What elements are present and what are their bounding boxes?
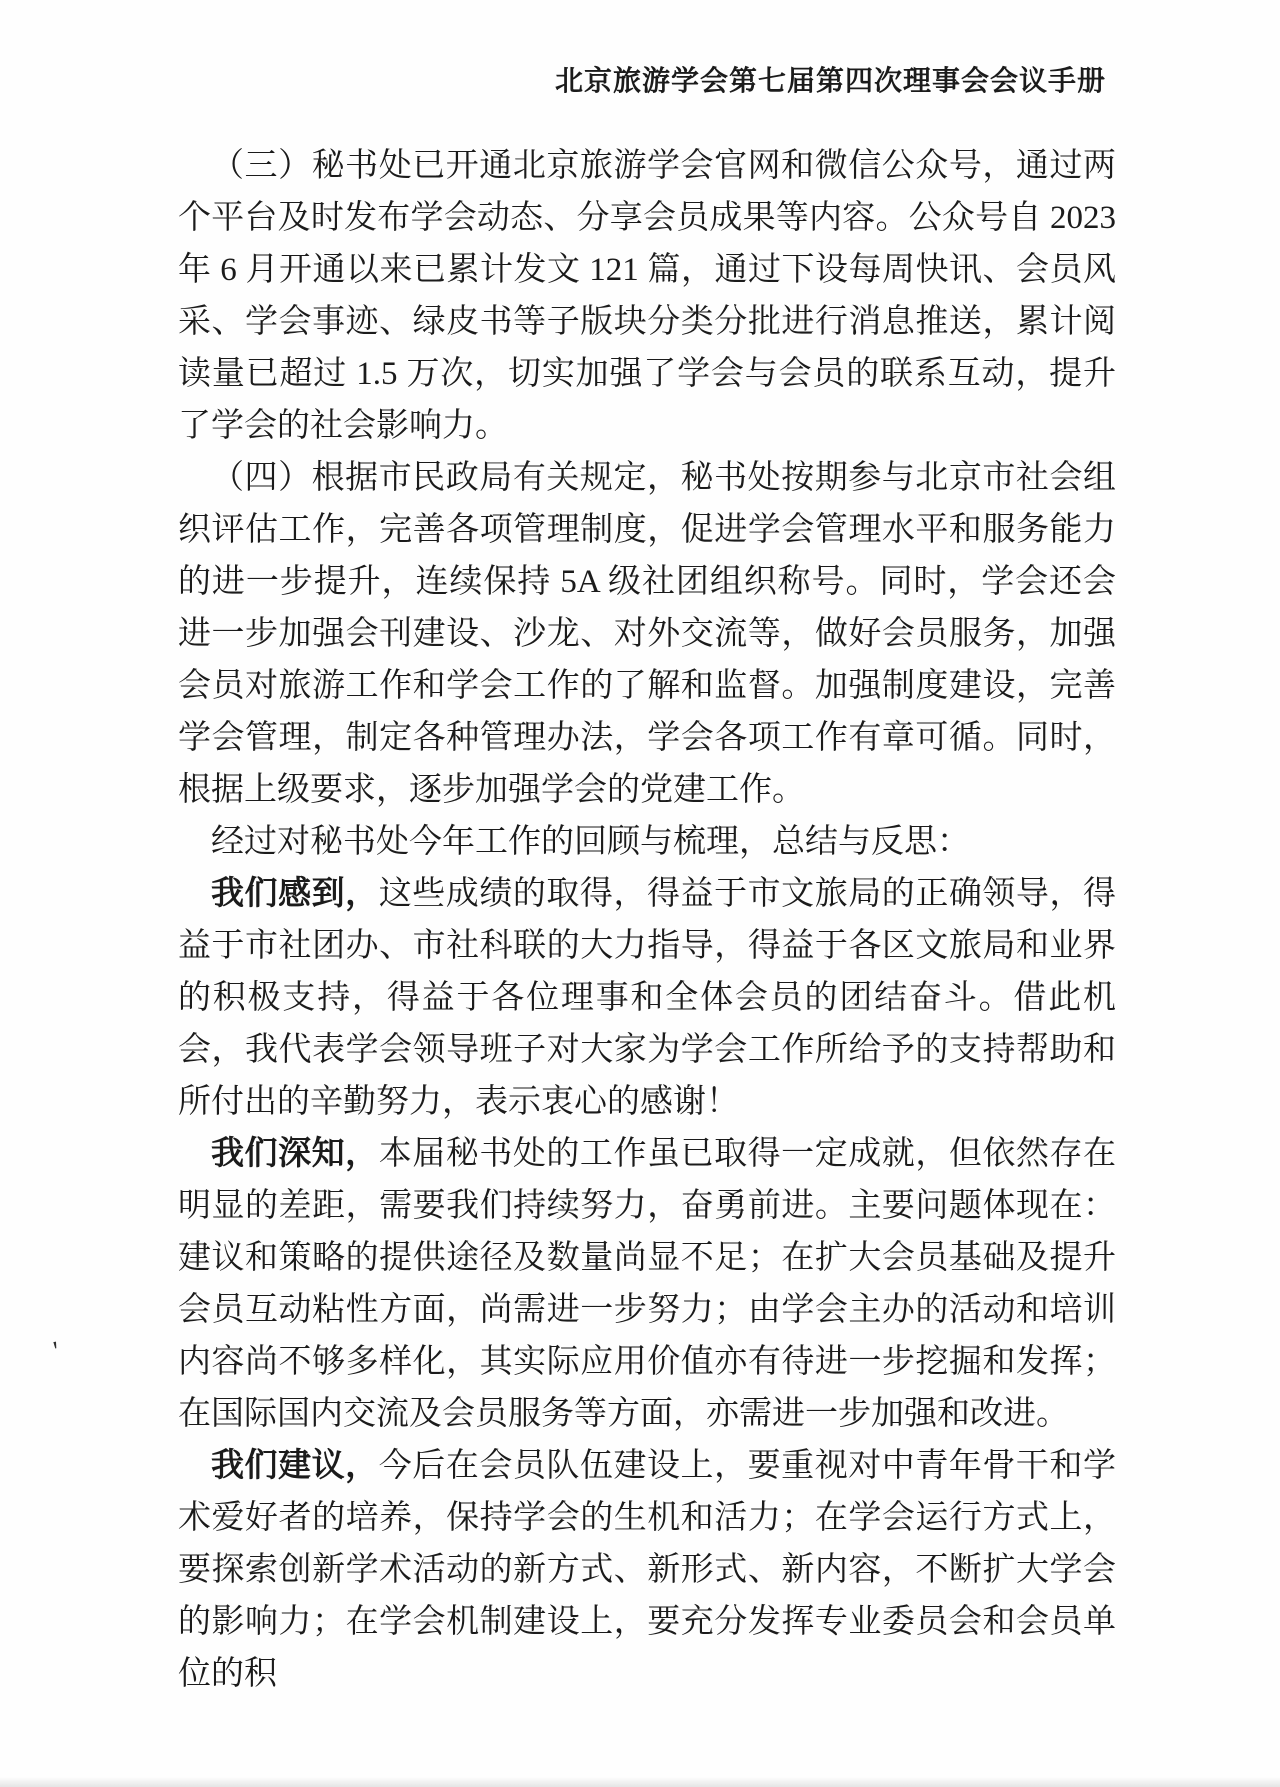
paragraph-review-text: 经过对秘书处今年工作的回顾与梳理，总结与反思： xyxy=(211,824,970,860)
paragraph-we-suggest-text: 今后在会员队伍建设上，要重视对中青年骨干和学术爱好者的培养，保持学会的生机和活力；在学会运行方式上，要探索创新学术活动的新方式、新形式、新内容，不断扩大学会的影响力；在学会机制建设上，要充分发挥专业委员会和会员单位的积 xyxy=(178,1448,1117,1692)
scan-shadow xyxy=(0,1777,1280,1787)
paragraph-we-feel-lead: 我们感到， xyxy=(211,876,379,912)
paragraph-we-know-text: 本届秘书处的工作虽已取得一定成就，但依然存在明显的差距，需要我们持续努力，奋勇前进。主要问题体现在：建议和策略的提供途径及数量尚显不足；在扩大会员基础及提升会员互动粘性方面，尚需进一步努力；由学会主办的活动和培训内容尚不够多样化，其实际应用价值亦有待进一步挖掘和发挥；在国际国内交流及会员服务等方面，亦需进一步加强和改进。 xyxy=(178,1136,1117,1432)
paragraph-3-secretariat-media xyxy=(178,140,1116,452)
paragraph-we-suggest xyxy=(178,1440,1116,1700)
paragraph-we-suggest-lead: 我们建议， xyxy=(211,1448,379,1484)
page-header-title: 北京旅游学会第七届第四次理事会会议手册 xyxy=(554,66,1106,97)
paragraph-we-feel-text: 这些成绩的取得，得益于市文旅局的正确领导，得益于市社团办、市社科联的大力指导，得益于各区文旅局和业界的积极支持，得益于各位理事和全体会员的团结奋斗。借此机会，我代表学会领导班子对大家为学会工作所给予的支持帮助和所付出的辛勤努力，表示衷心的感谢！ xyxy=(178,876,1117,1120)
paragraph-review-intro xyxy=(178,816,1116,868)
paragraph-we-know xyxy=(178,1128,1116,1440)
scan-artifact-mark: ' xyxy=(51,1335,62,1368)
paragraph-3-text: （三）秘书处已开通北京旅游学会官网和微信公众号，通过两个平台及时发布学会动态、分享会员成果等内容。公众号自 2023 年 6 月开通以来已累计发文 121 篇，通过下设每周快讯、会员风采、学会事迹、绿皮书等子版块分类分批进行消息推送，累计阅读量已超过 1.5 万次，切实加强了学会与会员的联系互动，提升了学会的社会影响力。 xyxy=(178,148,1116,444)
paragraph-we-know-lead: 我们深知， xyxy=(211,1136,379,1172)
paragraph-we-feel xyxy=(178,868,1116,1128)
document-body xyxy=(178,140,1116,1700)
paragraph-4-text: （四）根据市民政局有关规定，秘书处按期参与北京市社会组织评估工作，完善各项管理制度，促进学会管理水平和服务能力的进一步提升，连续保持 5A 级社团组织称号。同时，学会还会进一步加强会刊建设、沙龙、对外交流等，做好会员服务，加强会员对旅游工作和学会工作的了解和监督。加强制度建设，完善学会管理，制定各种管理办法，学会各项工作有章可循。同时，根据上级要求，逐步加强学会的党建工作。 xyxy=(178,460,1116,808)
paragraph-4-evaluation xyxy=(178,452,1116,816)
